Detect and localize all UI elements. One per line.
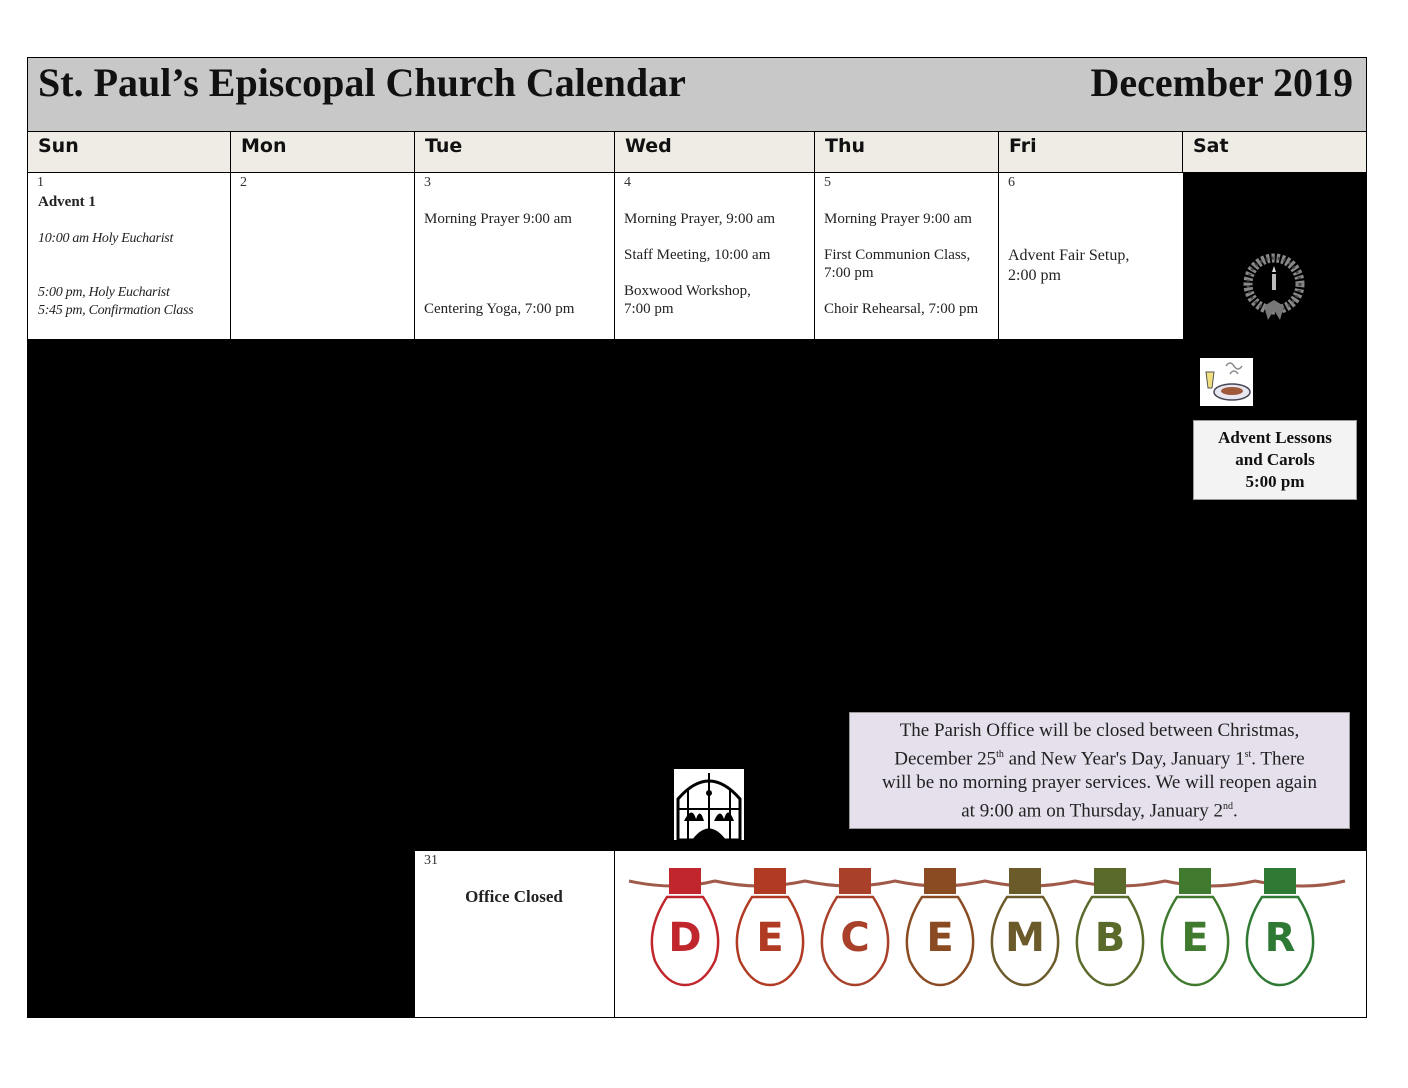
event-item: Morning Prayer 9:00 am xyxy=(424,211,572,227)
dinner-plate-icon xyxy=(1200,358,1253,406)
event-item: Morning Prayer, 9:00 am xyxy=(624,211,776,227)
december-lights-banner xyxy=(615,851,1366,1017)
banner-letter: E xyxy=(1181,915,1209,961)
day-cell-31[interactable] xyxy=(415,851,615,1017)
weekday-wed: Wed xyxy=(615,131,815,173)
day-number: 2 xyxy=(240,175,247,190)
notice-line: The Parish Office will be closed between Christmas, xyxy=(899,720,1300,741)
event-item: Choir Rehearsal, 7:00 pm xyxy=(824,301,979,317)
calendar-title: St. Paul’s Episcopal Church Calendar xyxy=(38,60,686,105)
banner-letter: E xyxy=(756,915,784,961)
banner-letter: M xyxy=(1005,915,1045,961)
banner-letter: B xyxy=(1094,915,1126,961)
day-number: 1 xyxy=(37,175,44,190)
notice-line: December 25th and New Year's Day, January 1st. There xyxy=(894,748,1305,770)
day-cell-4[interactable] xyxy=(615,173,815,339)
december-banner xyxy=(615,851,1366,1017)
note-line: Advent Lessons xyxy=(1218,428,1332,447)
day-cell-2[interactable] xyxy=(231,173,415,339)
weekday-fri: Fri xyxy=(999,131,1183,173)
event-item: Morning Prayer 9:00 am xyxy=(824,211,972,227)
weekday-sun: Sun xyxy=(28,131,231,173)
day-cell-1[interactable] xyxy=(28,173,231,339)
day-number: 31 xyxy=(424,853,438,868)
banner-letter: D xyxy=(668,915,702,961)
event-item: Boxwood Workshop, xyxy=(624,283,751,299)
event-item: First Communion Class, xyxy=(824,247,971,263)
banner-letter: C xyxy=(840,915,870,961)
banner-letter: E xyxy=(926,915,954,961)
weekday-mon: Mon xyxy=(231,131,415,173)
weekday-thu: Thu xyxy=(815,131,999,173)
day-cell-3[interactable] xyxy=(415,173,615,339)
event-item: 2:00 pm xyxy=(1008,267,1061,284)
advent-lessons-note xyxy=(1193,420,1357,500)
weekday-tue: Tue xyxy=(415,131,615,173)
event-item: 10:00 am Holy Eucharist xyxy=(38,231,174,246)
day-cell-5[interactable] xyxy=(815,173,999,339)
event-item: 5:45 pm, Confirmation Class xyxy=(38,303,194,318)
event-item: Advent Fair Setup, xyxy=(1008,247,1130,264)
weekday-sat: Sat xyxy=(1183,131,1366,173)
day-title: Office Closed xyxy=(465,887,563,906)
note-line: and Carols xyxy=(1235,450,1315,469)
day-title: Advent 1 xyxy=(38,194,96,210)
note-line: 5:00 pm xyxy=(1245,472,1305,491)
notice-line: at 9:00 am on Thursday, January 2nd. xyxy=(961,800,1238,822)
day-number: 3 xyxy=(424,175,431,190)
wreath-icon xyxy=(1240,250,1308,326)
banner-letter: R xyxy=(1264,915,1296,961)
notice-line: will be no morning prayer services. We will reopen again xyxy=(882,772,1317,794)
event-item: 7:00 pm xyxy=(824,265,874,281)
day-number: 4 xyxy=(624,175,631,190)
nativity-icon xyxy=(674,769,744,840)
day-number: 6 xyxy=(1008,175,1015,190)
event-item: Centering Yoga, 7:00 pm xyxy=(424,301,575,317)
day-cell-6[interactable] xyxy=(999,173,1183,339)
event-item: 7:00 pm xyxy=(624,301,674,317)
event-item: Staff Meeting, 10:00 am xyxy=(624,247,771,263)
calendar-month: December 2019 xyxy=(1090,60,1353,105)
event-item: 5:00 pm, Holy Eucharist xyxy=(38,285,170,300)
office-closed-notice xyxy=(849,712,1350,829)
day-number: 5 xyxy=(824,175,831,190)
